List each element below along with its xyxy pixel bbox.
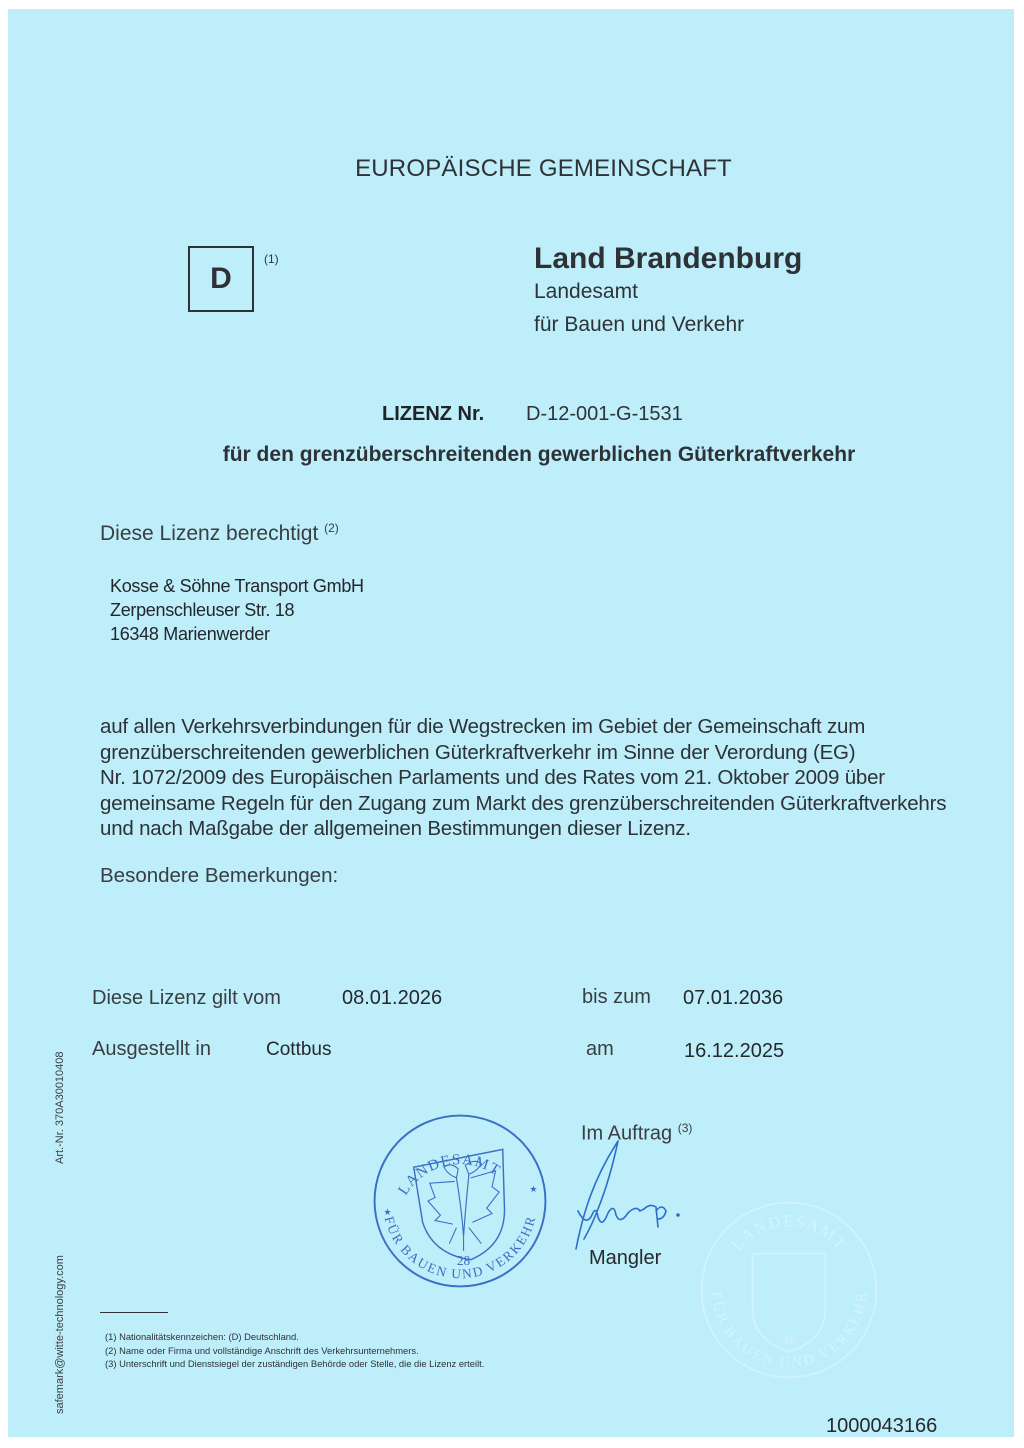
body-line: grenzüberschreitenden gewerblichen Güterkraftverkehr im Sinne der Verordung (EG) bbox=[100, 740, 856, 764]
valid-to-date: 07.01.2036 bbox=[683, 987, 784, 1009]
footnote-item: (1) Nationalitätskennzeichen: (D) Deutschland. bbox=[105, 1331, 299, 1342]
stamp-top-text: LANDESAMT bbox=[395, 1151, 504, 1199]
holder-city: 16348 Marienwerder bbox=[110, 624, 270, 644]
footnote-divider bbox=[100, 1312, 168, 1313]
body-line: Nr. 1072/2009 des Europäischen Parlaments und des Rates vom 21. Oktober 2009 über bbox=[100, 766, 885, 789]
issued-in-label: Ausgestellt in bbox=[92, 1038, 211, 1060]
embossed-seal-bottom-text: FÜR BAUEN UND VERKEHR bbox=[707, 1291, 871, 1372]
valid-from-label: Diese Lizenz gilt vom bbox=[92, 987, 281, 1009]
license-number-label: LIZENZ Nr. bbox=[382, 403, 485, 425]
license-subtitle: für den grenzüberschreitenden gewerblichen Güterkraftverkehr bbox=[222, 443, 856, 466]
document-title: EUROPÄISCHE GEMEINSCHAFT bbox=[355, 155, 732, 182]
country-code-box: D bbox=[188, 246, 254, 312]
signatory-name: Mangler bbox=[589, 1247, 662, 1269]
article-number: Art.-Nr. 370A30010408 bbox=[54, 1051, 66, 1164]
on-behalf-text: Im Auftrag bbox=[581, 1122, 673, 1145]
embossed-seal-number: 46 bbox=[782, 1333, 796, 1348]
holder-intro bbox=[100, 521, 339, 546]
body-line: und nach Maßgabe der allgemeinen Bestimmungen dieser Lizenz. bbox=[100, 817, 691, 840]
footnote-item: (2) Name oder Firma und vollständige Anschrift des Verkehrsunternehmers. bbox=[105, 1344, 419, 1356]
remarks-label: Besondere Bemerkungen: bbox=[100, 864, 339, 887]
license-body-text bbox=[100, 714, 976, 842]
authority-state: Land Brandenburg bbox=[534, 242, 803, 275]
country-code-footnote-ref: (1) bbox=[264, 252, 279, 266]
stamp-number: 28 bbox=[456, 1253, 471, 1269]
valid-to-label: bis zum bbox=[582, 986, 651, 1008]
official-stamp bbox=[371, 1112, 549, 1290]
stamp-bottom-text: FÜR BAUEN UND VERKEHR bbox=[381, 1214, 539, 1282]
serial-number: 1000043166 bbox=[826, 1415, 938, 1437]
valid-from-date: 08.01.2026 bbox=[342, 987, 443, 1009]
body-line: gemeinsame Regeln für den Zugang zum Markt des grenzüberschreitenden Güterkraftverkehrs bbox=[100, 791, 947, 815]
issued-on-label: am bbox=[586, 1038, 614, 1060]
holder-footnote-ref: (2) bbox=[324, 521, 339, 535]
issued-on-date: 16.12.2025 bbox=[684, 1040, 785, 1062]
footnote-item: (3) Unterschrift und Dienstsiegel der zuständigen Behörde oder Stelle, die die Lizenz erteilt. bbox=[105, 1358, 485, 1369]
issued-in-place: Cottbus bbox=[266, 1039, 332, 1060]
manufacturer-contact: safemark@witte-technology.com bbox=[54, 1255, 66, 1414]
license-sheet bbox=[8, 9, 1014, 1437]
holder-address bbox=[110, 574, 364, 646]
stamp-star-icon: ★ bbox=[529, 1184, 538, 1195]
footnotes bbox=[105, 1330, 484, 1371]
signature-footnote-ref: (3) bbox=[677, 1121, 693, 1135]
license-number: D-12-001-G-1531 bbox=[526, 403, 683, 425]
body-line: auf allen Verkehrsverbindungen für die Wegstrecken im Gebiet der Gemeinschaft zum bbox=[100, 715, 866, 738]
authority-office-line2: für Bauen und Verkehr bbox=[534, 313, 745, 336]
holder-street: Zerpenschleuser Str. 18 bbox=[110, 600, 295, 620]
holder-intro-text: Diese Lizenz berechtigt bbox=[100, 522, 319, 545]
stamp-star-icon: ★ bbox=[383, 1207, 392, 1218]
embossed-seal bbox=[698, 1199, 880, 1381]
embossed-seal-top-text: LANDESAMT bbox=[726, 1211, 852, 1255]
holder-name: Kosse & Söhne Transport GmbH bbox=[110, 576, 364, 596]
authority-office-line1: Landesamt bbox=[534, 280, 638, 303]
